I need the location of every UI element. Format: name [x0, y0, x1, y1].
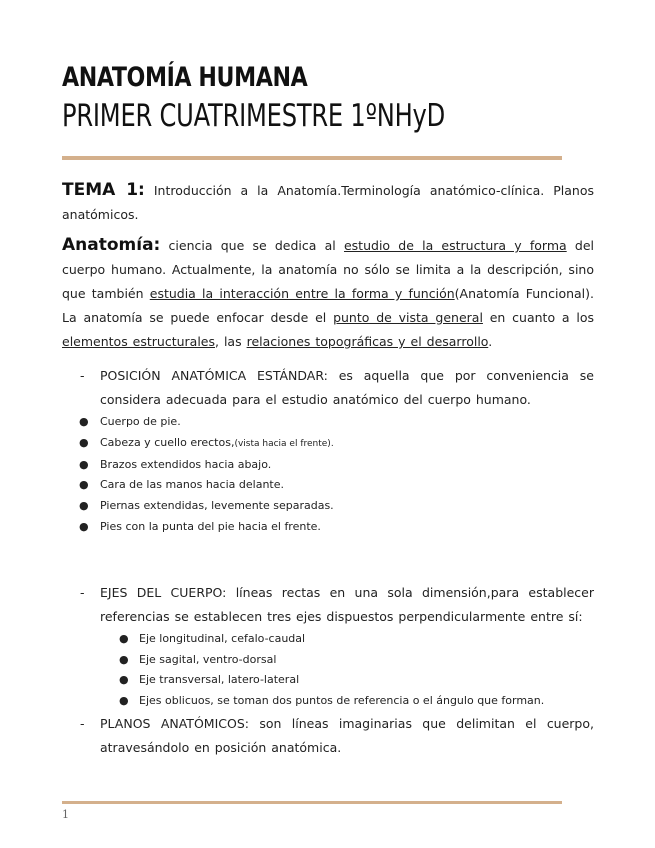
anatomia-label: Anatomía:: [62, 235, 161, 255]
tema-text: Introducción a la Anatomía.Terminología anatómico-clínica. Planos anatómicos.: [62, 183, 594, 222]
bullet-icon: ●: [79, 519, 89, 533]
list-item: [62, 475, 594, 496]
bullet-icon: ●: [79, 499, 89, 513]
anatomia-text: ciencia que se dedica al: [160, 238, 344, 253]
underlined-phrase: relaciones topográficas y el desarrollo: [246, 334, 489, 349]
anatomia-text: .: [488, 334, 493, 349]
list-item: [62, 455, 594, 476]
ejes-text: EJES DEL CUERPO: líneas rectas en una sola dimensión,para establecer referencias se establecen tres ejes dispuestos perpendicularmente entre sí:: [100, 584, 594, 624]
posicion-item: [62, 364, 594, 412]
underlined-phrase: elementos estructurales: [62, 334, 216, 349]
list-item-text: Cuerpo de pie.: [100, 415, 181, 428]
list-item-text: Eje transversal, latero-lateral: [139, 673, 300, 687]
bullet-icon: ●: [119, 652, 129, 666]
list-item-text: Ejes oblicuos, se toman dos puntos de referencia o el ángulo que forman.: [139, 694, 545, 708]
bullet-icon: ●: [119, 673, 129, 687]
list-item-text: Pies con la punta del pie hacia el frente.: [100, 519, 321, 533]
posicion-bullet-list: [62, 412, 594, 538]
bullet-icon: ●: [79, 435, 89, 449]
anatomia-text: del cuerpo humano. Actualmente, la anatomía no sólo se limita a la descripción, sino que también: [62, 238, 594, 301]
anatomia-text: (Anatomía Funcional). La anatomía se puede enfocar desde el: [62, 286, 594, 325]
ejes-bullet-list: [62, 629, 594, 712]
tema-label: TEMA 1:: [62, 180, 145, 200]
bullet-icon: ●: [79, 478, 89, 492]
dash-marker: -: [80, 368, 85, 383]
bullet-icon: ●: [79, 457, 89, 471]
dash-marker: -: [80, 584, 85, 600]
list-item-text: Eje sagital, ventro-dorsal: [139, 652, 277, 666]
underlined-phrase: estudia la interacción entre la forma y función: [149, 286, 455, 301]
bullet-icon: ●: [119, 694, 129, 708]
list-item-text: Piernas extendidas, levemente separadas.: [100, 499, 334, 513]
anatomia-text: en cuanto a los: [482, 310, 595, 325]
list-item: [62, 691, 594, 712]
page-number: 1: [62, 808, 69, 821]
ejes-item: [62, 581, 594, 629]
list-item-text: Eje longitudinal, cefalo-caudal: [139, 631, 306, 645]
list-item: [62, 629, 594, 650]
list-item-text: Brazos extendidos hacia abajo.: [100, 457, 272, 471]
list-item: [62, 433, 594, 455]
list-item-text: Cara de las manos hacia delante.: [100, 478, 284, 492]
document-body: [62, 178, 594, 760]
tema-paragraph: [62, 178, 594, 227]
list-item: [62, 496, 594, 517]
header-divider: [62, 156, 562, 160]
list-item-text: Cabeza y cuello erectos,: [100, 435, 235, 449]
document-subtitle: PRIMER CUATRIMESTRE 1ºNHyD: [62, 98, 446, 134]
list-item: [62, 670, 594, 691]
underlined-phrase: punto de vista general: [333, 310, 483, 325]
list-item-note: (vista hacia el frente).: [234, 438, 334, 449]
list-item: [62, 650, 594, 671]
list-item: [62, 412, 594, 433]
planos-text: PLANOS ANATÓMICOS: son líneas imaginarias que delimitan el cuerpo, atravesándolo en posición anatómica.: [100, 715, 594, 755]
footer-divider: [62, 801, 562, 804]
document-title: ANATOMÍA HUMANA: [62, 62, 308, 93]
anatomia-paragraph: [62, 233, 594, 354]
posicion-text: POSICIÓN ANATÓMICA ESTÁNDAR: es aquella que por conveniencia se considera adecuada para el estudio anatómico del cuerpo humano.: [100, 368, 594, 407]
bullet-icon: ●: [79, 415, 89, 428]
dash-marker: -: [80, 715, 85, 731]
planos-item: [62, 712, 594, 760]
bullet-icon: ●: [119, 631, 129, 645]
underlined-phrase: estudio de la estructura y forma: [343, 238, 567, 253]
spacer: [62, 538, 594, 581]
anatomia-text: , las: [215, 334, 247, 349]
list-item: [62, 517, 594, 538]
